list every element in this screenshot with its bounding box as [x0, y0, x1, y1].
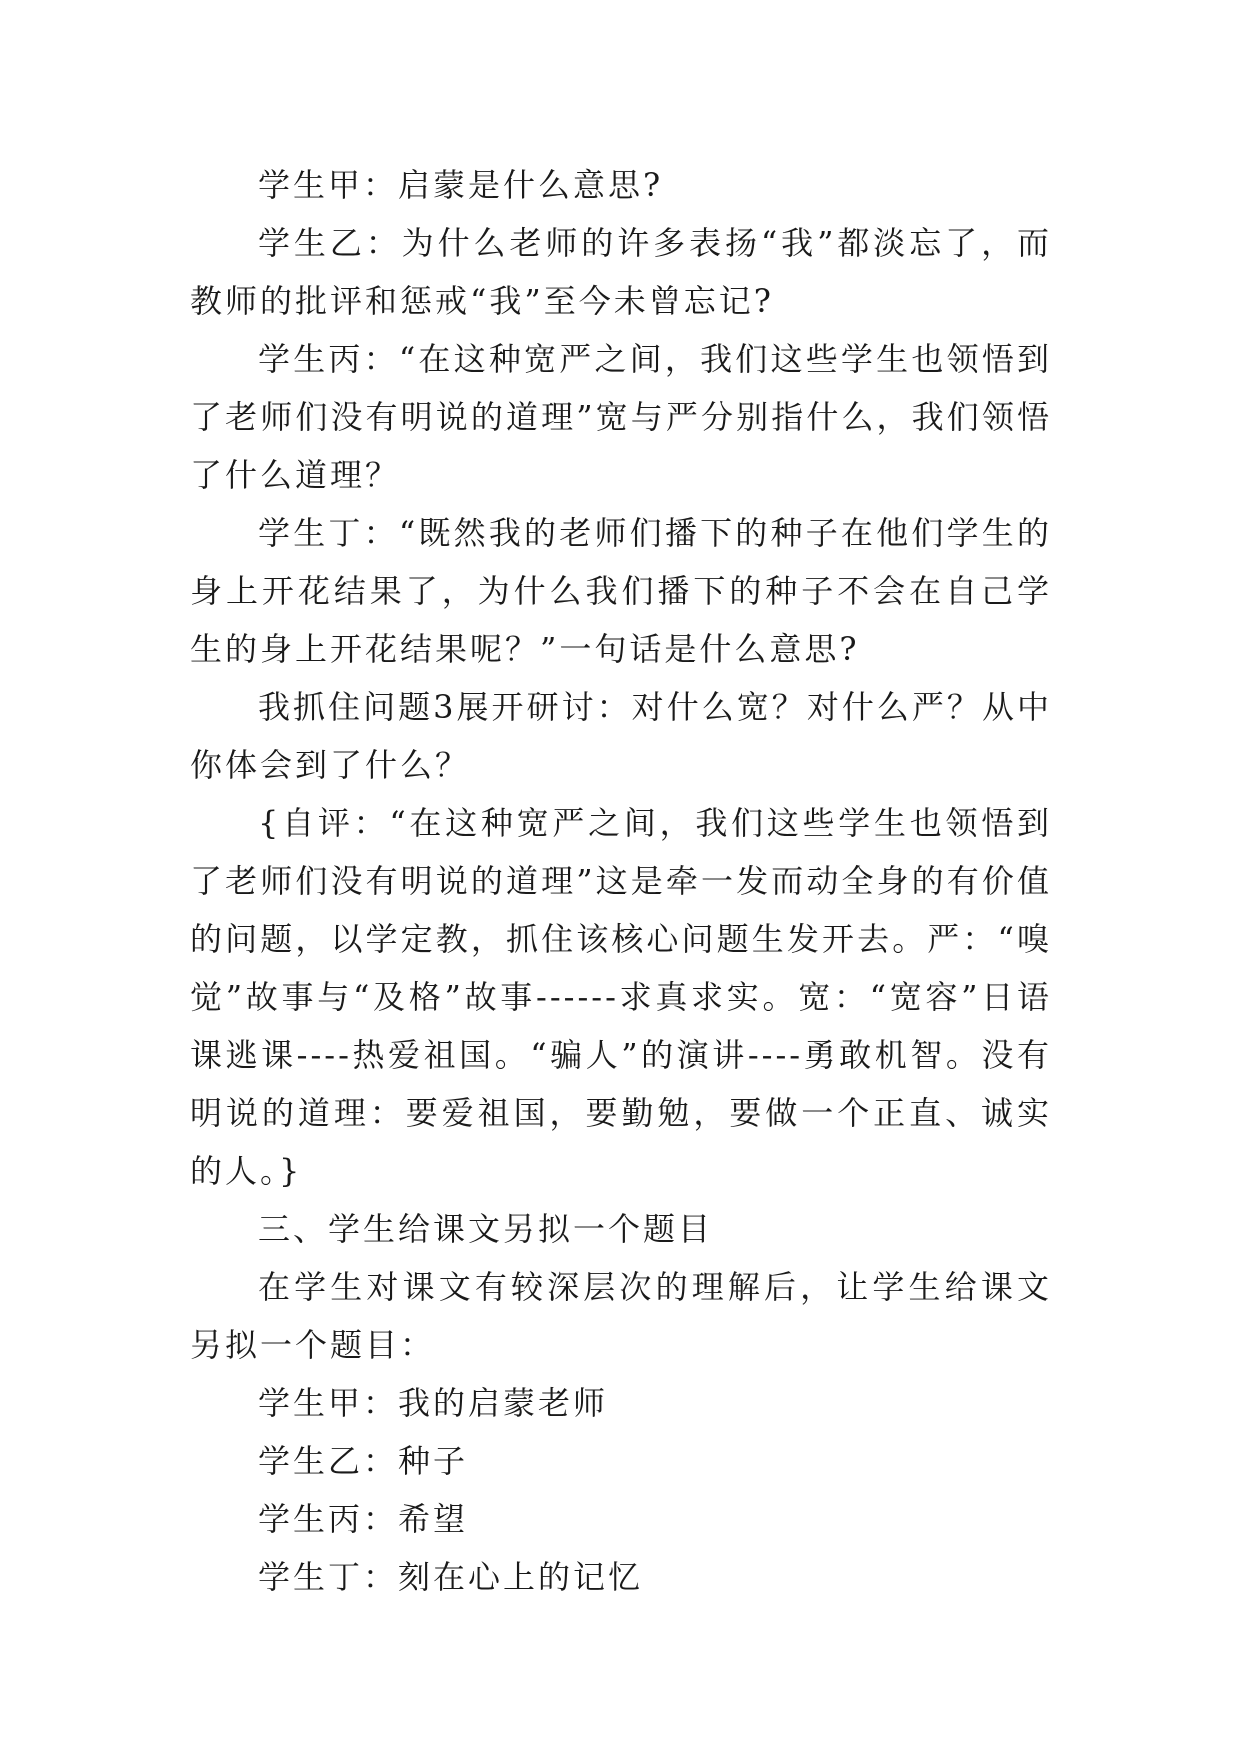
paragraph-title-student-d: 学生丁：刻在心上的记忆 [258, 1558, 644, 1596]
paragraph-student-a-question: 学生甲：启蒙是什么意思? [258, 166, 664, 204]
paragraph-retitle-intro: 在学生对课文有较深层次的理解后，让学生给课文另拟一个题目： [190, 1268, 1052, 1364]
paragraph-discussion: 我抓住问题3展开研讨：对什么宽？对什么严？从中你体会到了什么？ [190, 688, 1052, 784]
paragraph-student-d-question: 学生丁：“既然我的老师们播下的种子在他们学生的身上开花结果了，为什么我们播下的种子不会在自己学生的身上开花结果呢？”一句话是什么意思? [190, 514, 1052, 668]
document-page [190, 156, 1052, 1606]
paragraph-self-evaluation: {自评：“在这种宽严之间，我们这些学生也领悟到了老师们没有明说的道理”这是牵一发而动全身的有价值的问题，以学定教，抓住该核心问题生发开去。严：“嗅觉”故事与“及格”故事------求真求实。宽：“宽容”日语课逃课----热爱祖国。“骗人”的演讲----勇敢机智。没有明说的道理：要爱祖国，要勤勉，要做一个正直、诚实的人。} [190, 804, 1052, 1190]
paragraph-title-student-b: 学生乙：种子 [258, 1442, 469, 1480]
paragraph-title-student-c: 学生丙：希望 [258, 1500, 469, 1538]
section-heading-retitle: 三、学生给课文另拟一个题目 [258, 1210, 714, 1248]
paragraph-student-c-question: 学生丙：“在这种宽严之间，我们这些学生也领悟到了老师们没有明说的道理”宽与严分别指什么，我们领悟了什么道理？ [190, 340, 1052, 494]
paragraph-title-student-a: 学生甲：我的启蒙老师 [258, 1384, 609, 1422]
paragraph-student-b-question: 学生乙：为什么老师的许多表扬“我”都淡忘了，而教师的批评和惩戒“我”至今未曾忘记? [190, 224, 1052, 320]
